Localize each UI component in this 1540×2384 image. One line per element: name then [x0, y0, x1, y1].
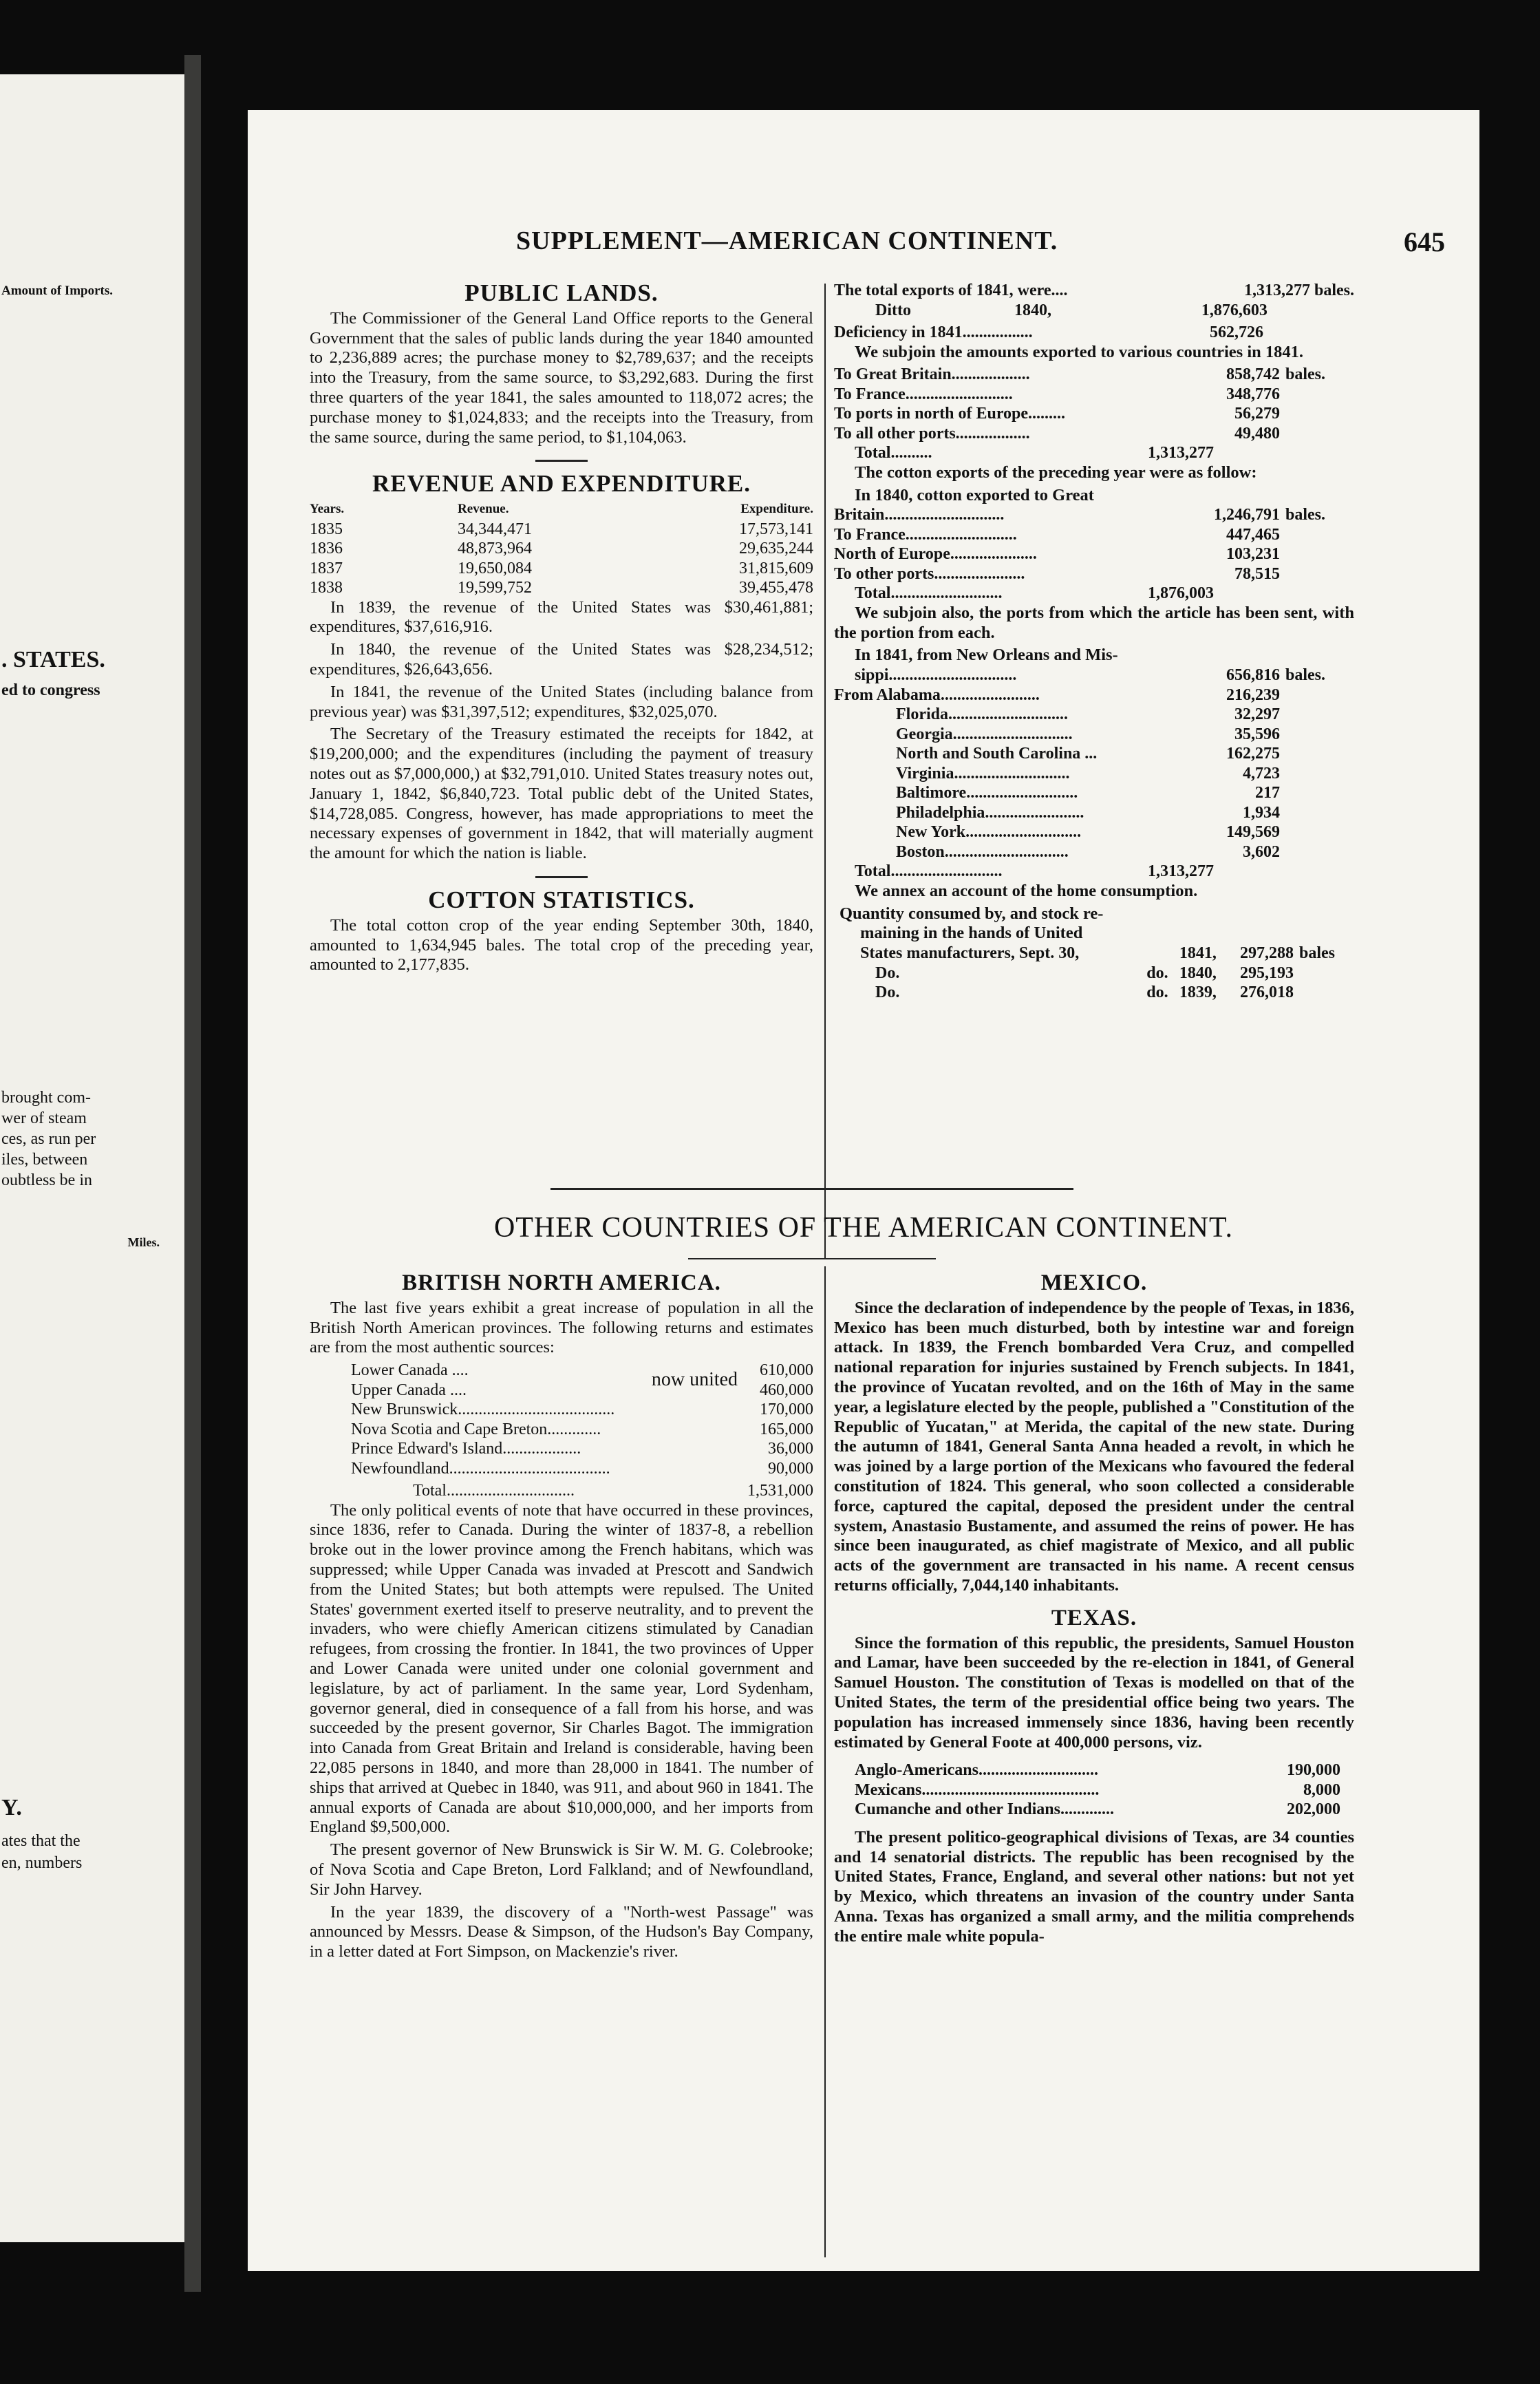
facing-text-line: wer of steam — [1, 1109, 87, 1127]
ports-table — [834, 666, 1354, 862]
col-expenditure: Expenditure. — [740, 502, 813, 517]
revenue-1840: In 1840, the revenue of the United States was $28,234,512; expenditures, $26,643,656. — [310, 640, 813, 679]
preceding-year-text: The cotton exports of the preceding year were as follow: — [855, 462, 1257, 482]
province-row: Prince Edward's Island................... 36,000 — [351, 1440, 813, 1458]
left-column-bottom — [310, 1270, 813, 1965]
revenue-table-header — [310, 500, 813, 520]
country-row: To Great Britain................... 858,742 bales. — [834, 365, 1326, 384]
port-row: Florida............................. 32,297 — [896, 705, 1280, 724]
port-row: New York............................ 149,569 — [896, 823, 1280, 842]
british-intro: The last five years exhibit a great increase of population in all the British North American provinces. The following returns and estimates are from the most authentic sources: — [310, 1298, 813, 1357]
revenue-1839: In 1839, the revenue of the United States was $30,461,881; expenditures, $37,616,916. — [310, 597, 813, 637]
facing-text-line: ates that the — [1, 1832, 81, 1850]
running-title: SUPPLEMENT—AMERICAN CONTINENT. — [516, 226, 1058, 255]
prev-intro: In 1840, cotton exported to Great — [855, 485, 1094, 504]
ports-total: Total........................... 1,313,277 — [855, 862, 1214, 881]
column-rule-top — [824, 284, 826, 1258]
texas-divisions: The present politico-geographical divisions of Texas, are 34 counties and 14 senatorial districts. The republic has been recognised by the United States, France, England, and several other nations: but not yet by Mexico, which threatens an invasion of the country under Santa Anna. Texas has organized a small army, and the militia comprehends the entire male white popula- — [834, 1827, 1354, 1946]
british-governors: The present governor of New Brunswick is Sir W. M. G. Colebrooke; of Nova Scotia and Cape Breton, Lord Falkland; and of Newfoundland, Sir John Harvey. — [310, 1840, 813, 1899]
imports-header: Amount of Imports. — [1, 284, 114, 298]
province-row: Lower Canada .... now united 610,000 — [310, 1361, 813, 1381]
states-subheading: ed to congress — [1, 681, 100, 699]
port-row: Georgia............................. 35,596 — [896, 725, 1280, 743]
province-row: Nova Scotia and Cape Breton............. 165,000 — [351, 1420, 813, 1438]
page-number: 645 — [1404, 226, 1445, 257]
facing-text-line: oubtless be in — [1, 1171, 92, 1189]
separator — [535, 876, 588, 878]
revenue-heading: REVENUE AND EXPENDITURE. — [372, 470, 751, 498]
port-row: North and South Carolina ... 162,275 — [896, 745, 1280, 763]
population-row: Cumanche and other Indians............. 202,000 — [855, 1800, 1340, 1819]
deficiency: Deficiency in 1841................. 562,726 — [834, 323, 1263, 341]
subjoin-text: We subjoin the amounts exported to various countries in 1841. — [855, 342, 1304, 361]
exports-1841: The total exports of 1841, were.... 1,313,277 bales. — [834, 281, 1354, 299]
port-row: Philadelphia........................ 1,934 — [896, 803, 1280, 822]
revenue-table — [310, 500, 813, 598]
mexico-heading: MEXICO. — [1040, 1270, 1148, 1295]
facing-text-line: brought com- — [1, 1089, 91, 1107]
province-row: New Brunswick...................................... 170,000 — [351, 1401, 813, 1419]
treasury-estimate: The Secretary of the Treasury estimated the receipts for 1842, at $19,200,000; and the expenditures (including the payment of treasury notes out as $7,000,000,) at $32,791,010. United States treasury notes out, January 1, 1842, $6,840,723. Total public debt of the United States, $14,728,085. Congress, however, has made appropriations to meet the necessary expenses of government in 1842, that will materially augment the amount for which the nation is liable. — [310, 725, 813, 863]
separator — [535, 460, 588, 462]
consumption-row: States manufacturers, Sept. 30, 1841, 297,288 bales — [860, 944, 1336, 963]
prev-row: To other ports...................... 78,515 — [834, 564, 1280, 583]
left-column-top — [310, 279, 813, 978]
provinces-total: Total............................... 1,531,000 — [413, 1482, 813, 1500]
column-rule-bottom — [824, 1266, 826, 2257]
texas-heading: TEXAS. — [1051, 1605, 1137, 1630]
province-row: Upper Canada .... 460,000 — [351, 1381, 813, 1399]
col-years: Years. — [310, 502, 345, 517]
british-northwest: In the year 1839, the discovery of a "North-west Passage" was announced by Messrs. Dease & Simpson, of the Hudson's Bay Company, in a letter dated at Fort Simpson, on Mackenzie's river. — [310, 1902, 813, 1961]
prev-row: To France........................... 447,465 — [834, 525, 1280, 544]
exports-summary — [834, 281, 1354, 320]
facing-page-fragment — [0, 74, 184, 2242]
countries-total: Total.......... 1,313,277 — [855, 444, 1214, 462]
y-heading: Y. — [1, 1795, 22, 1820]
revenue-row: 1836 48,873,964 29,635,244 — [310, 540, 813, 558]
country-row: To all other ports.................. 49,480 — [834, 424, 1280, 443]
port-row: Boston.............................. 3,602 — [896, 842, 1280, 861]
other-countries-heading: OTHER COUNTRIES OF THE AMERICAN CONTINENT. — [493, 1212, 1234, 1244]
population-row: Anglo-Americans............................. 190,000 — [855, 1761, 1340, 1780]
section-rule-short — [688, 1258, 936, 1259]
consumption-row: Do. do. 1839, 276,018 — [875, 983, 1294, 1002]
col-revenue: Revenue. — [458, 502, 509, 517]
texas-population — [834, 1760, 1354, 1820]
ports-intro: In 1841, from New Orleans and Mis- — [855, 646, 1118, 665]
british-heading: BRITISH NORTH AMERICA. — [402, 1270, 721, 1295]
prev-row: Britain............................. 1,246,791 bales. — [834, 506, 1326, 524]
running-head — [248, 226, 1479, 264]
provinces-table — [310, 1361, 813, 1478]
ports-text: We subjoin also, the ports from which the article has been sent, with the portion from each. — [834, 603, 1354, 642]
right-column-top — [834, 281, 1354, 1003]
revenue-row: 1835 34,344,471 17,573,141 — [310, 520, 813, 538]
countries-table — [834, 365, 1354, 443]
prev-row: North of Europe..................... 103,231 — [834, 545, 1280, 564]
population-row: Mexicans........................................... 8,000 — [855, 1780, 1340, 1799]
cotton-crop-text: The total cotton crop of the year ending September 30th, 1840, amounted to 1,634,945 bales. The total crop of the preceding year, amounted to 2,177,835. — [310, 915, 813, 975]
port-row: From Alabama........................ 216,239 — [834, 685, 1280, 704]
right-column-bottom — [834, 1270, 1354, 1950]
port-row: Baltimore........................... 217 — [896, 784, 1280, 802]
revenue-row: 1837 19,650,084 31,815,609 — [310, 559, 813, 577]
facing-text-line: iles, between — [1, 1151, 88, 1169]
states-heading: . STATES. — [1, 647, 105, 672]
exports-1840: Ditto 1840, 1,876,603 — [875, 301, 1268, 319]
now-united-brace: now united — [651, 1369, 738, 1391]
revenue-row: 1838 19,599,752 39,455,478 — [310, 579, 813, 597]
texas-text: Since the formation of this republic, the presidents, Samuel Houston and Lamar, have been succeeded by the re-election in 1841, of General Samuel Houston. The constitution of Texas is modelled on that of the United States, the term of the presidential office being two years. The population has increased immensely since 1836, having been recently estimated by General Foote at 400,000 persons, viz. — [834, 1633, 1354, 1752]
consumption-intro-2: maining in the hands of United — [860, 924, 1083, 943]
facing-text-line: en, numbers — [1, 1854, 83, 1872]
prev-table — [834, 505, 1354, 584]
page-645 — [248, 110, 1479, 2271]
section-rule — [550, 1188, 1073, 1190]
miles-header: Miles. — [127, 1235, 160, 1249]
consumption-table — [834, 944, 1354, 1003]
consumption-row: Do. do. 1840, 295,193 — [875, 964, 1294, 982]
country-row: To France.......................... 348,776 — [834, 385, 1280, 403]
mexico-text: Since the declaration of independence by the people of Texas, in 1836, Mexico has been much disturbed, both by intestine war and foreign attack. In 1839, the French bombarded Vera Cruz, and compelled national reparation for injuries sustained by French subjects. In 1841, the province of Yucatan revolted, and on the 16th of May in the same year, a legislature elected by the people, published a "Constitution of the Republic of Yucatan," at Merida, the capital of the new state. During the autumn of 1841, General Santa Anna headed a revolt, in which he was joined by a large portion of the Mexicans who favoured the federal constitution of 1824. This general, who soon collected a considerable force, captured the capital, deposed the president under the central system, Anastasio Bustamente, and assumed the reins of power. He has since been inaugurated, as chief magistrate of Mexico, and all public acts of the government are transacted in his name. A recent census returns officially, 7,044,140 inhabitants. — [834, 1298, 1354, 1595]
facing-text-line: ces, as run per — [1, 1130, 96, 1148]
public-lands-heading: PUBLIC LANDS. — [464, 279, 659, 306]
book-spine — [184, 55, 201, 2292]
country-row: To ports in north of Europe......... 56,279 — [834, 405, 1280, 423]
revenue-1841: In 1841, the revenue of the United States (including balance from previous year) was $31,397,512; expenditures, $32,025,070. — [310, 682, 813, 721]
prev-total: Total........................... 1,876,003 — [855, 584, 1214, 603]
home-consumption-text: We annex an account of the home consumption. — [855, 881, 1198, 900]
port-row: sippi............................... 656,816 bales. — [855, 666, 1326, 685]
public-lands-text: The Commissioner of the General Land Office reports to the General Government that the sales of public lands during the year 1840 amounted to 2,236,889 acres; the purchase money to $2,789,637; and the receipts into the Treasury, from the same source, to $3,292,683. During the first three quarters of the year 1841, the sales amounted to 118,072 acres; the purchase money to $1,024,833; and the receipts into the Treasury, from the same source, during the same period, to $1,104,063. — [310, 308, 813, 447]
british-events: The only political events of note that have occurred in these provinces, since 1836, refer to Canada. During the winter of 1837-8, a rebellion broke out in the lower province among the French habitans, which was suppressed; while Upper Canada was invaded at Prescott and Sandwich from the United States; but both attempts were repulsed. The United States' government exerted itself to preserve neutrality, and to prevent the invaders, who were chiefly American citizens stimulated by Canadian refugees, from crossing the frontier. In 1841, the two provinces of Upper and Lower Canada were united under one colonial government and legislature, by act of parliament. In the same year, Lord Sydenham, governor general, died in consequence of a fall from his horse, and was succeeded by the present governor, Sir Charles Bagot. The immigration into Canada from Great Britain and Ireland is considerable, having been 22,085 persons in 1840, and more than 28,000 in 1841. The number of ships that arrived at Quebec in 1840, was 911, and about 960 in 1841. The annual exports of Canada are about $10,000,000, and her imports from England $9,500,000. — [310, 1500, 813, 1837]
port-row: Virginia............................ 4,723 — [896, 764, 1280, 783]
consumption-intro-1: Quantity consumed by, and stock re- — [839, 904, 1104, 923]
cotton-heading: COTTON STATISTICS. — [428, 886, 695, 914]
province-row: Newfoundland....................................... 90,000 — [351, 1459, 813, 1478]
